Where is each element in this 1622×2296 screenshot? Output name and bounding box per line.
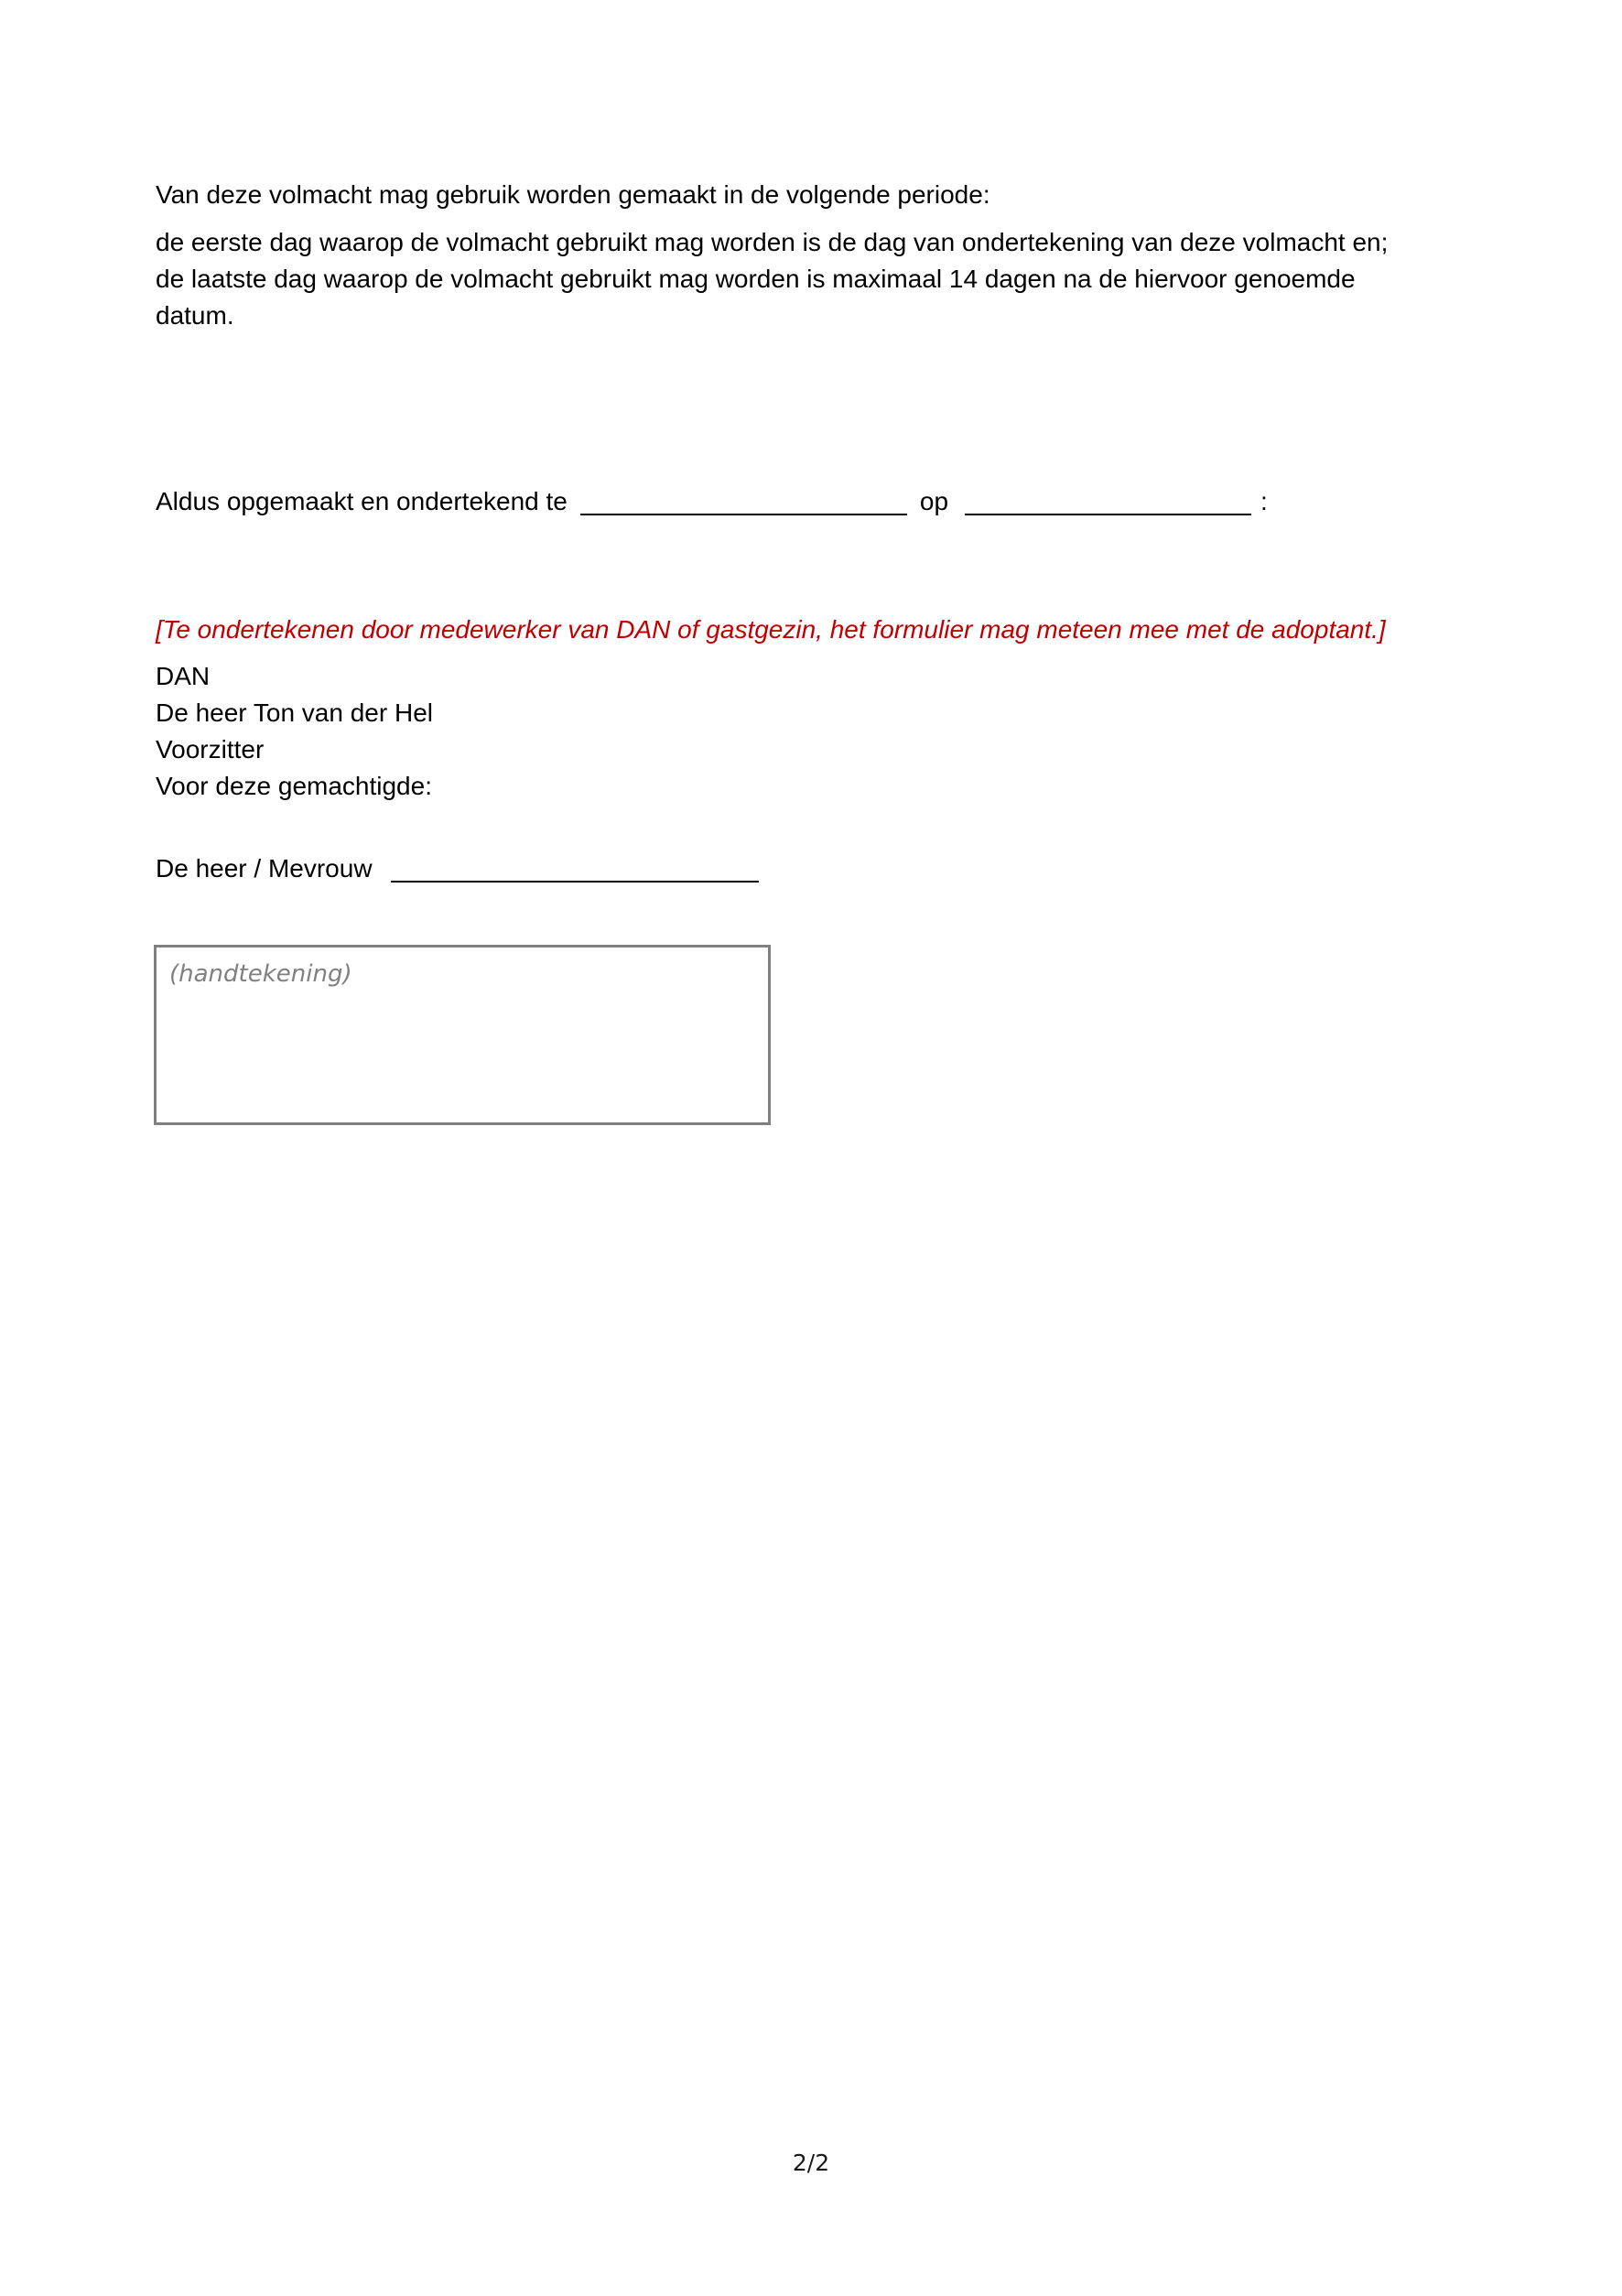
period-line-3: datum. [156,301,234,330]
gemachtigde-name-field[interactable] [391,853,759,883]
dan-for-line: Voor deze gemachtigde: [156,772,432,800]
dan-org-line: DAN [156,662,211,690]
dan-role-line: Voorzitter [156,735,265,764]
dan-signatory-block [156,658,1466,805]
signing-line-colon: : [1260,487,1268,515]
dan-person-line: De heer Ton van der Hel [156,699,433,727]
gemachtigde-line [156,850,1466,887]
signature-box[interactable] [154,945,771,1125]
intro-paragraph: Van deze volmacht mag gebruik worden gemaakt in de volgende periode: [156,180,990,209]
gemachtigde-label: De heer / Mevrouw [156,854,373,883]
period-line-1: de eerste dag waarop de volmacht gebruikt mag worden is de dag van ondertekening van deze volmacht en; [156,228,1389,256]
period-paragraph [156,224,1466,334]
signing-line-label: Aldus opgemaakt en ondertekend te [156,487,568,515]
signature-placeholder-label: (handtekening) [169,960,352,988]
date-field[interactable] [965,486,1251,515]
page-number: 2/2 [792,2150,830,2176]
signing-line [156,483,1466,520]
red-instruction-note: [Te ondertekenen door medewerker van DAN of gastgezin, het formulier mag meteen mee met de adoptant.] [156,615,1386,644]
place-field[interactable] [580,486,907,515]
period-line-2: de laatste dag waarop de volmacht gebruikt mag worden is maximaal 14 dagen na de hiervoor genoemde [156,265,1356,293]
signing-op-label: op [919,487,949,515]
